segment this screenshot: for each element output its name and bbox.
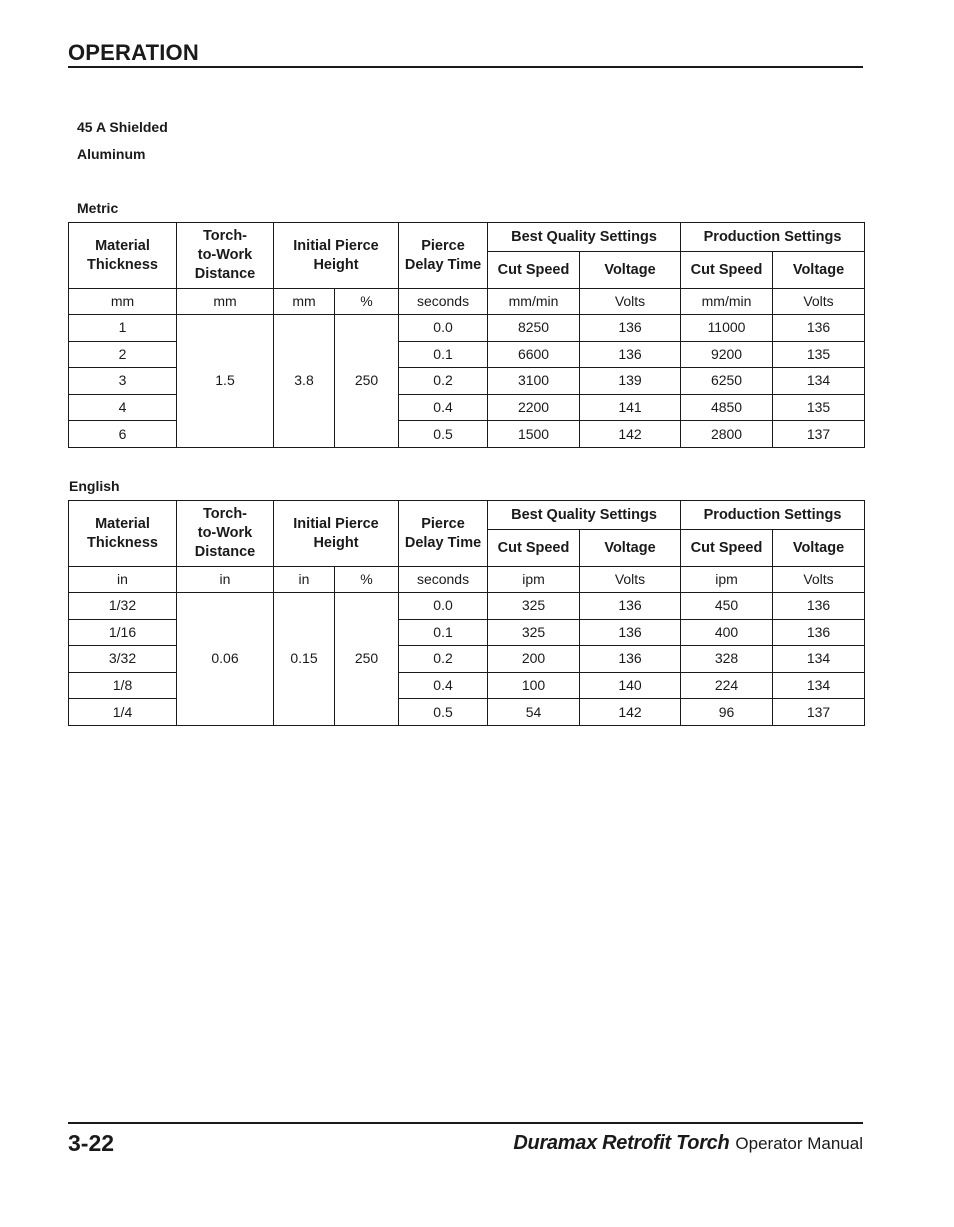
header-bq-voltage: Voltage (580, 530, 681, 567)
bq-speed-cell: 1500 (488, 421, 580, 448)
prod-speed-cell: 224 (681, 672, 773, 699)
units-row (69, 289, 865, 315)
prod-speed-cell: 96 (681, 699, 773, 726)
torch-to-work-cell: 1.5 (177, 315, 274, 448)
unit-cell: in (274, 567, 335, 593)
page-number: 3-22 (68, 1130, 115, 1156)
prod-voltage-cell: 136 (773, 593, 865, 620)
header-bq-voltage: Voltage (580, 252, 681, 289)
header-production: Production Settings (681, 223, 865, 252)
prod-voltage-cell: 136 (773, 315, 865, 342)
unit-cell: mm (177, 289, 274, 315)
footer-rule (68, 1122, 863, 1124)
table-row (69, 593, 865, 620)
units-row (69, 567, 865, 593)
bq-speed-cell: 325 (488, 593, 580, 620)
thickness-cell: 4 (69, 394, 177, 421)
thickness-cell: 1/32 (69, 593, 177, 620)
prod-voltage-cell: 135 (773, 394, 865, 421)
unit-cell: seconds (399, 289, 488, 315)
prod-voltage-cell: 134 (773, 646, 865, 673)
prod-speed-cell: 9200 (681, 341, 773, 368)
footer-title (513, 1132, 863, 1155)
header-prod-cut-speed: Cut Speed (681, 530, 773, 567)
thickness-cell: 3 (69, 368, 177, 395)
header-bq-cut-speed: Cut Speed (488, 530, 580, 567)
prod-speed-cell: 450 (681, 593, 773, 620)
bq-speed-cell: 6600 (488, 341, 580, 368)
unit-cell: in (177, 567, 274, 593)
thickness-cell: 1/16 (69, 619, 177, 646)
thickness-cell: 3/32 (69, 646, 177, 673)
delay-cell: 0.4 (399, 672, 488, 699)
bq-speed-cell: 200 (488, 646, 580, 673)
delay-cell: 0.0 (399, 593, 488, 620)
header-pierce-delay: Pierce Delay Time (399, 223, 488, 289)
delay-cell: 0.4 (399, 394, 488, 421)
unit-cell: mm (69, 289, 177, 315)
header-prod-voltage: Voltage (773, 252, 865, 289)
header-material-thickness: Material Thickness (69, 501, 177, 567)
unit-cell: mm/min (681, 289, 773, 315)
bq-voltage-cell: 140 (580, 672, 681, 699)
table-row (69, 315, 865, 342)
delay-cell: 0.0 (399, 315, 488, 342)
thickness-cell: 6 (69, 421, 177, 448)
prod-speed-cell: 400 (681, 619, 773, 646)
product-name: Duramax Retrofit Torch (513, 1132, 730, 1154)
header-initial-pierce-height: Initial Pierce Height (274, 223, 399, 289)
bq-speed-cell: 100 (488, 672, 580, 699)
pierce-height-cell: 0.15 (274, 593, 335, 726)
header-best-quality: Best Quality Settings (488, 501, 681, 530)
header-prod-cut-speed: Cut Speed (681, 252, 773, 289)
bq-speed-cell: 325 (488, 619, 580, 646)
thickness-cell: 1/8 (69, 672, 177, 699)
thickness-cell: 1 (69, 315, 177, 342)
delay-cell: 0.5 (399, 699, 488, 726)
bq-voltage-cell: 136 (580, 315, 681, 342)
metric-table-label: Metric (77, 200, 119, 216)
unit-cell: % (335, 289, 399, 315)
header-prod-voltage: Voltage (773, 530, 865, 567)
unit-cell: mm/min (488, 289, 580, 315)
bq-voltage-cell: 142 (580, 699, 681, 726)
prod-voltage-cell: 136 (773, 619, 865, 646)
bq-voltage-cell: 139 (580, 368, 681, 395)
bq-speed-cell: 2200 (488, 394, 580, 421)
thickness-cell: 1/4 (69, 699, 177, 726)
unit-cell: Volts (773, 567, 865, 593)
bq-voltage-cell: 136 (580, 341, 681, 368)
metric-cut-chart (68, 222, 865, 448)
english-table-label: English (69, 478, 120, 494)
bq-voltage-cell: 136 (580, 646, 681, 673)
header-bq-cut-speed: Cut Speed (488, 252, 580, 289)
unit-cell: ipm (488, 567, 580, 593)
delay-cell: 0.5 (399, 421, 488, 448)
document-type: Operator Manual (735, 1134, 863, 1153)
unit-cell: % (335, 567, 399, 593)
unit-cell: in (69, 567, 177, 593)
delay-cell: 0.1 (399, 619, 488, 646)
bq-voltage-cell: 136 (580, 619, 681, 646)
unit-cell: Volts (580, 289, 681, 315)
delay-cell: 0.1 (399, 341, 488, 368)
prod-voltage-cell: 134 (773, 368, 865, 395)
unit-cell: seconds (399, 567, 488, 593)
prod-speed-cell: 6250 (681, 368, 773, 395)
header-torch-to-work: Torch- to-Work Distance (177, 223, 274, 289)
torch-to-work-cell: 0.06 (177, 593, 274, 726)
delay-cell: 0.2 (399, 368, 488, 395)
header-initial-pierce-height: Initial Pierce Height (274, 501, 399, 567)
bq-speed-cell: 3100 (488, 368, 580, 395)
header-material-thickness: Material Thickness (69, 223, 177, 289)
bq-speed-cell: 8250 (488, 315, 580, 342)
bq-speed-cell: 54 (488, 699, 580, 726)
prod-speed-cell: 2800 (681, 421, 773, 448)
bq-voltage-cell: 141 (580, 394, 681, 421)
header-best-quality: Best Quality Settings (488, 223, 681, 252)
caption-material: Aluminum (77, 146, 146, 162)
prod-voltage-cell: 135 (773, 341, 865, 368)
pierce-height-cell: 3.8 (274, 315, 335, 448)
caption-current-gas: 45 A Shielded (77, 119, 168, 135)
pierce-height-pct-cell: 250 (335, 315, 399, 448)
header-production: Production Settings (681, 501, 865, 530)
header-rule (68, 66, 863, 68)
prod-speed-cell: 328 (681, 646, 773, 673)
prod-voltage-cell: 137 (773, 421, 865, 448)
english-cut-chart (68, 500, 865, 726)
prod-voltage-cell: 137 (773, 699, 865, 726)
unit-cell: ipm (681, 567, 773, 593)
pierce-height-pct-cell: 250 (335, 593, 399, 726)
delay-cell: 0.2 (399, 646, 488, 673)
bq-voltage-cell: 136 (580, 593, 681, 620)
header-pierce-delay: Pierce Delay Time (399, 501, 488, 567)
thickness-cell: 2 (69, 341, 177, 368)
header-torch-to-work: Torch- to-Work Distance (177, 501, 274, 567)
unit-cell: mm (274, 289, 335, 315)
unit-cell: Volts (773, 289, 865, 315)
section-title: OPERATION (68, 40, 199, 65)
prod-speed-cell: 4850 (681, 394, 773, 421)
bq-voltage-cell: 142 (580, 421, 681, 448)
unit-cell: Volts (580, 567, 681, 593)
prod-speed-cell: 11000 (681, 315, 773, 342)
prod-voltage-cell: 134 (773, 672, 865, 699)
